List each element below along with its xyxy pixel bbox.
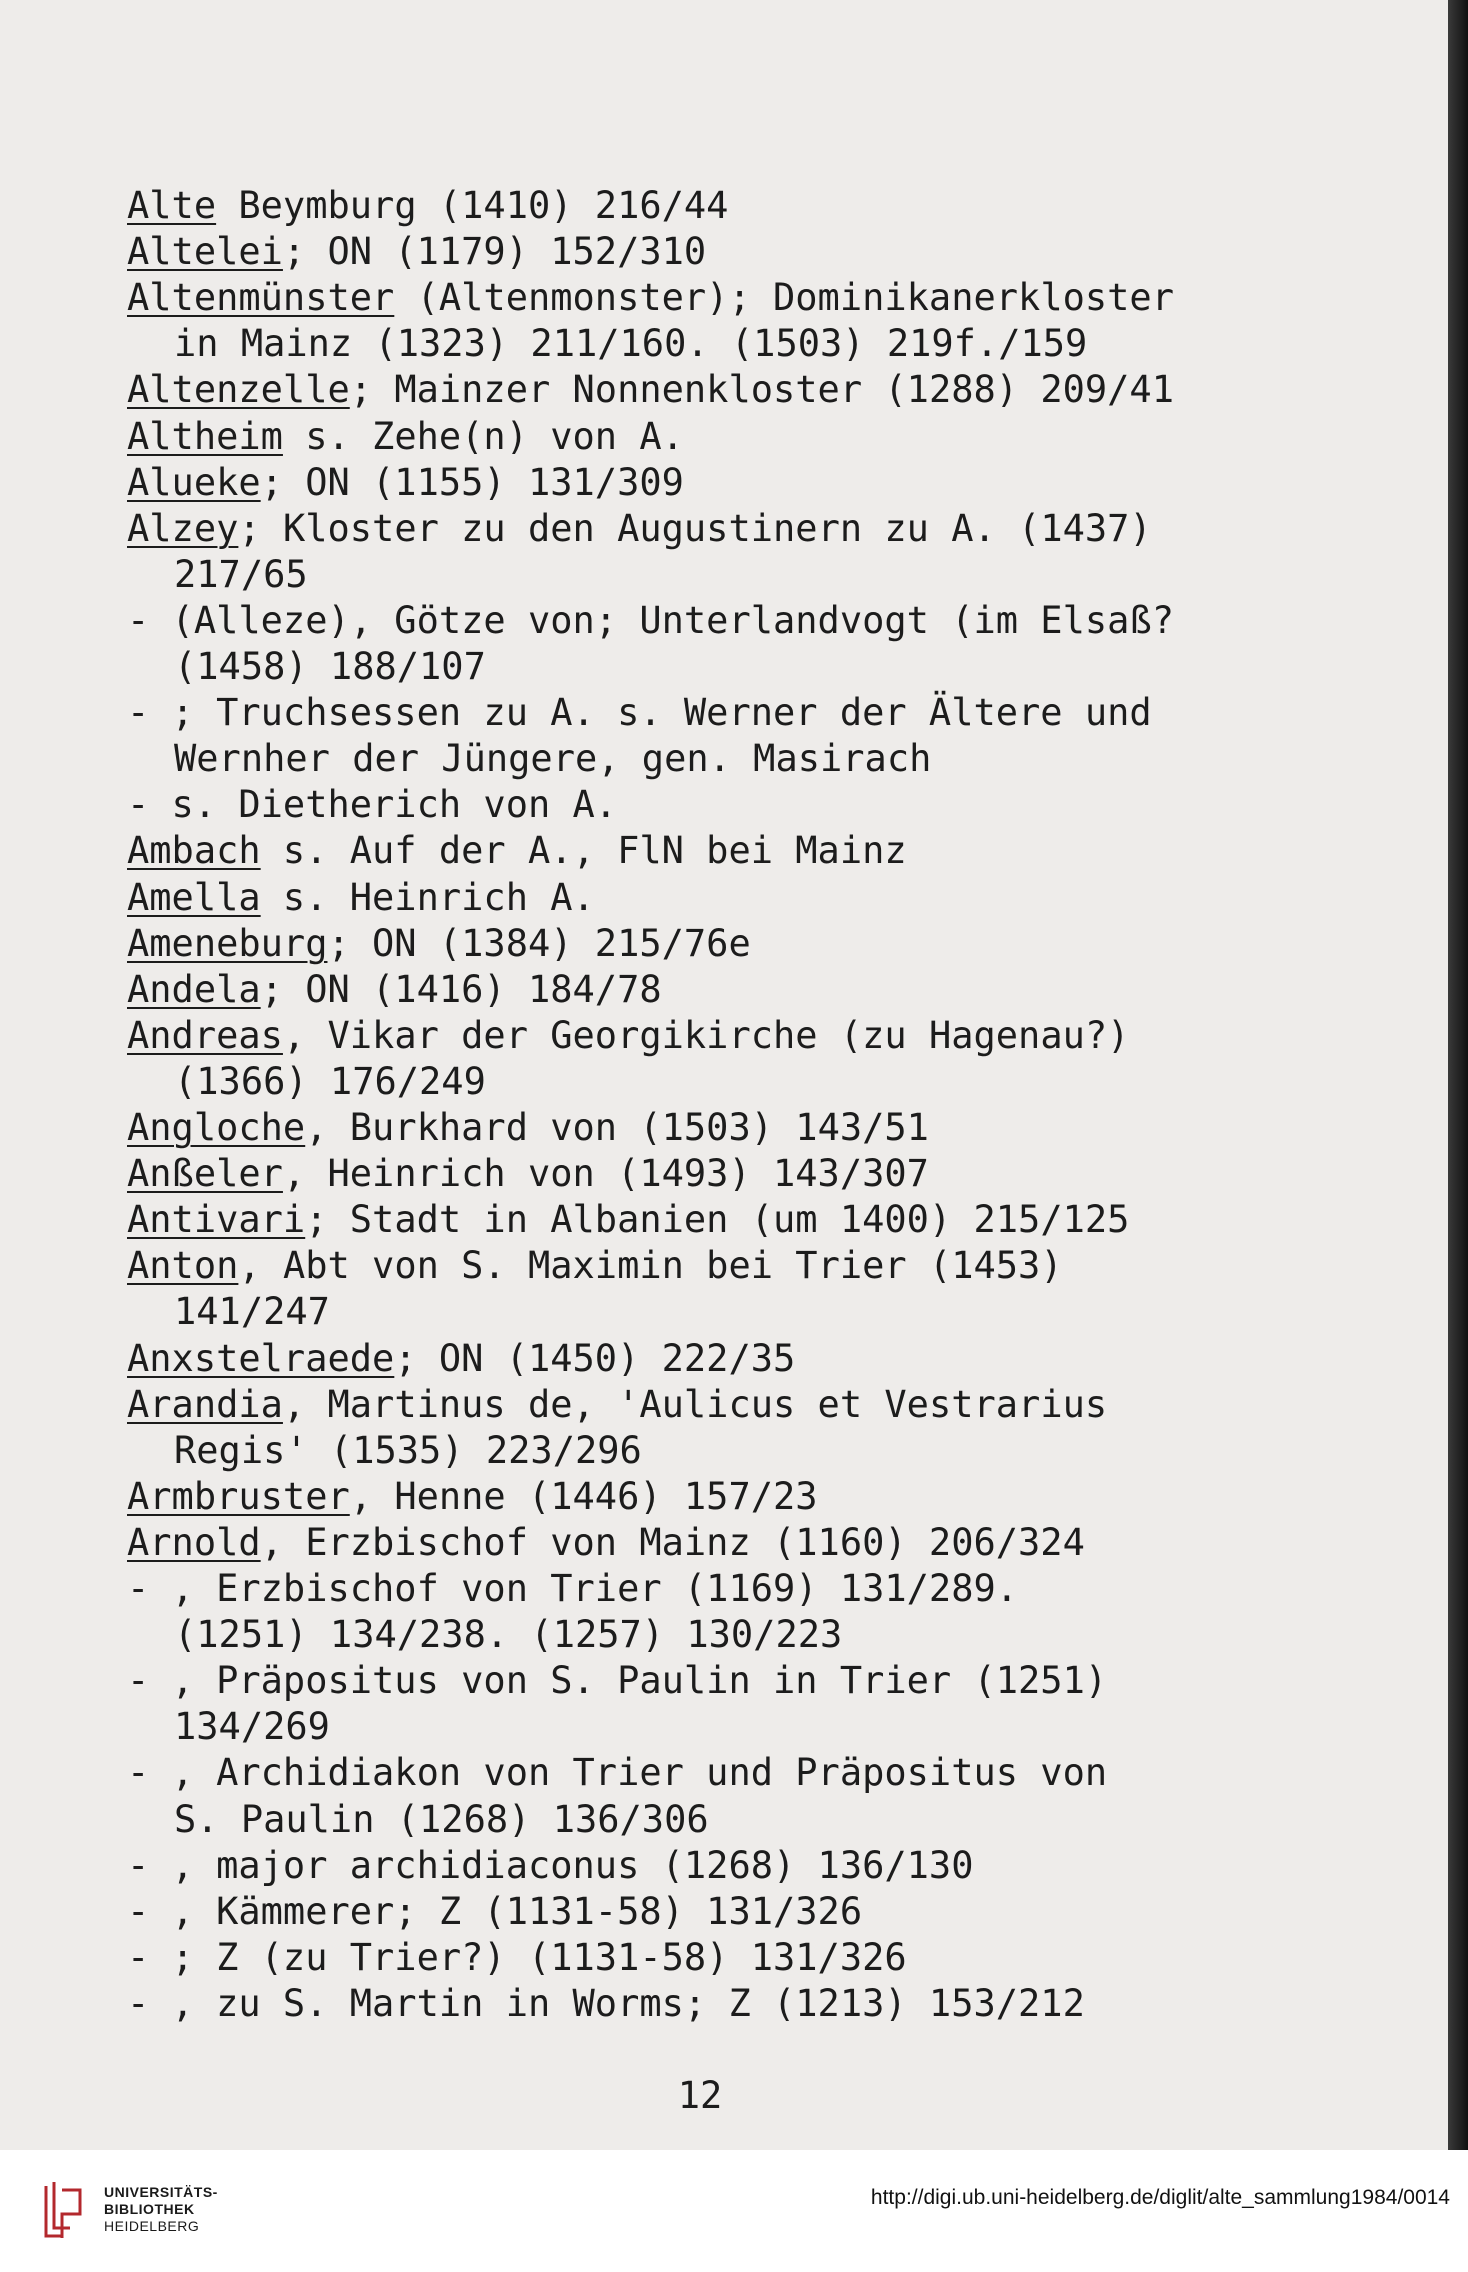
entry-text: - (Alleze), Götze von; Unterlandvogt (im Elsaß? [127,599,1174,642]
entry-headword: Alueke [127,461,261,504]
entry-line [127,598,1174,644]
entry-line [127,967,662,1013]
entry-headword: Anton [127,1244,239,1287]
library-logo-icon [40,2178,100,2242]
entry-text: - , zu S. Martin in Worms; Z (1213) 153/212 [127,1982,1085,2025]
entry-headword: Armbruster [127,1475,350,1518]
entry-text: ; Mainzer Nonnenkloster (1288) 209/41 [349,368,1174,411]
entry-text: Beymburg (1410) 216/44 [216,184,729,227]
entry-line [127,1658,1107,1704]
entry-line [127,1382,1107,1428]
entry-line [127,1151,929,1197]
entry-text: - , Erzbischof von Trier (1169) 131/289. [127,1567,1019,1610]
entry-line [127,1981,1085,2027]
entry-text: , Erzbischof von Mainz (1160) 206/324 [260,1521,1085,1564]
entry-text: - ; Z (zu Trier?) (1131-58) 131/326 [127,1936,907,1979]
entry-headword: Alte [127,184,217,227]
entry-line [127,229,706,275]
entry-line [174,644,486,690]
entry-headword: Altenzelle [127,368,350,411]
entry-line [127,828,907,874]
entry-line [174,1059,486,1105]
entry-continuation: (1458) 188/107 [174,645,486,688]
entry-line [127,275,1174,321]
entry-text: - , Präpositus von S. Paulin in Trier (1251) [127,1659,1108,1702]
entry-line [127,1243,1063,1289]
entry-text: - , Archidiakon von Trier und Präpositus von [127,1751,1108,1794]
entry-headword: Anßeler [127,1152,283,1195]
entry-line [127,1197,1129,1243]
library-name-line: HEIDELBERG [104,2218,200,2234]
entry-text: ; Stadt in Albanien (um 1400) 215/125 [305,1198,1130,1241]
entry-continuation: in Mainz (1323) 211/160. (1503) 219f./159 [174,322,1088,365]
footer-bar [0,2150,1468,2272]
entry-text: ; ON (1450) 222/35 [394,1337,796,1380]
entry-line [127,414,684,460]
entry-continuation: S. Paulin (1268) 136/306 [174,1798,709,1841]
entry-headword: Amella [127,876,261,919]
entry-text: - ; Truchsessen zu A. s. Werner der Ältere und [127,691,1152,734]
entry-headword: Altenmünster [127,276,395,319]
entry-headword: Altheim [127,415,283,458]
entry-line [174,1612,842,1658]
entry-text: - , Kämmerer; Z (1131-58) 131/326 [127,1890,863,1933]
entry-continuation: 217/65 [174,553,308,596]
entry-headword: Angloche [127,1106,306,1149]
entry-line [174,321,1087,367]
entry-headword: Alzey [127,507,239,550]
entry-line [127,460,684,506]
entry-continuation: (1251) 134/238. (1257) 130/223 [174,1613,843,1656]
entry-text: , Henne (1446) 157/23 [349,1475,818,1518]
entry-text: ; Kloster zu den Augustinern zu A. (1437) [238,507,1152,550]
entry-line [127,921,751,967]
entry-text: (Altenmonster); Dominikanerkloster [394,276,1174,319]
page-number: 12 [677,2074,723,2117]
entry-continuation: (1366) 176/249 [174,1060,486,1103]
entry-line [174,552,308,598]
entry-text: - , major archidiaconus (1268) 136/130 [127,1844,974,1887]
entry-line [127,1843,973,1889]
entry-headword: Andela [127,968,261,1011]
entry-text: s. Auf der A., FlN bei Mainz [260,829,907,872]
entry-line [127,1889,862,1935]
entry-headword: Arnold [127,1521,261,1564]
entry-text: ; ON (1179) 152/310 [282,230,707,273]
scan-edge [1448,0,1468,2150]
entry-line [127,367,1174,413]
entry-line [174,1428,642,1474]
entry-line [127,1105,929,1151]
entry-headword: Arandia [127,1383,283,1426]
entry-line [174,736,931,782]
entry-line [127,1474,818,1520]
entry-line [127,506,1152,552]
entry-text: s. Zehe(n) von A. [282,415,684,458]
entry-line [127,875,595,921]
entry-headword: Anxstelraede [127,1337,395,1380]
entry-continuation: Regis' (1535) 223/296 [174,1429,642,1472]
library-name [104,2184,218,2235]
entry-text: - s. Dietherich von A. [127,783,618,826]
entry-text: , Vikar der Georgikirche (zu Hagenau?) [282,1014,1130,1057]
entry-line [174,1289,330,1335]
entry-headword: Ambach [127,829,261,872]
entry-headword: Andreas [127,1014,283,1057]
entry-line [127,1520,1085,1566]
entry-headword: Ameneburg [127,922,328,965]
entry-text: , Martinus de, 'Aulicus et Vestrarius [282,1383,1108,1426]
entry-line [127,1750,1107,1796]
entry-text: ; ON (1416) 184/78 [260,968,662,1011]
entry-continuation: 141/247 [174,1290,330,1333]
entry-text: s. Heinrich A. [260,876,595,919]
entry-line [127,1336,795,1382]
library-name-line: UNIVERSITÄTS- [104,2184,218,2200]
library-name-line: BIBLIOTHEK [104,2201,195,2217]
entry-text: ; ON (1384) 215/76e [327,922,751,965]
source-url[interactable]: http://digi.ub.uni-heidelberg.de/diglit/alte_sammlung1984/0014 [870,2186,1450,2209]
entry-continuation: 134/269 [174,1705,330,1748]
entry-line [127,1566,1018,1612]
entry-line [127,183,728,229]
entry-line [127,690,1152,736]
entry-text: , Abt von S. Maximin bei Trier (1453) [238,1244,1063,1287]
entry-continuation: Wernher der Jüngere, gen. Masirach [174,737,932,780]
entry-headword: Altelei [127,230,283,273]
entry-line [127,1013,1129,1059]
entry-text: ; ON (1155) 131/309 [260,461,684,504]
entry-line [127,1935,907,1981]
entry-line [127,782,617,828]
entry-headword: Antivari [127,1198,306,1241]
entry-text: , Burkhard von (1503) 143/51 [305,1106,929,1149]
entry-line [174,1704,330,1750]
entry-text: , Heinrich von (1493) 143/307 [282,1152,929,1195]
entry-line [174,1797,709,1843]
